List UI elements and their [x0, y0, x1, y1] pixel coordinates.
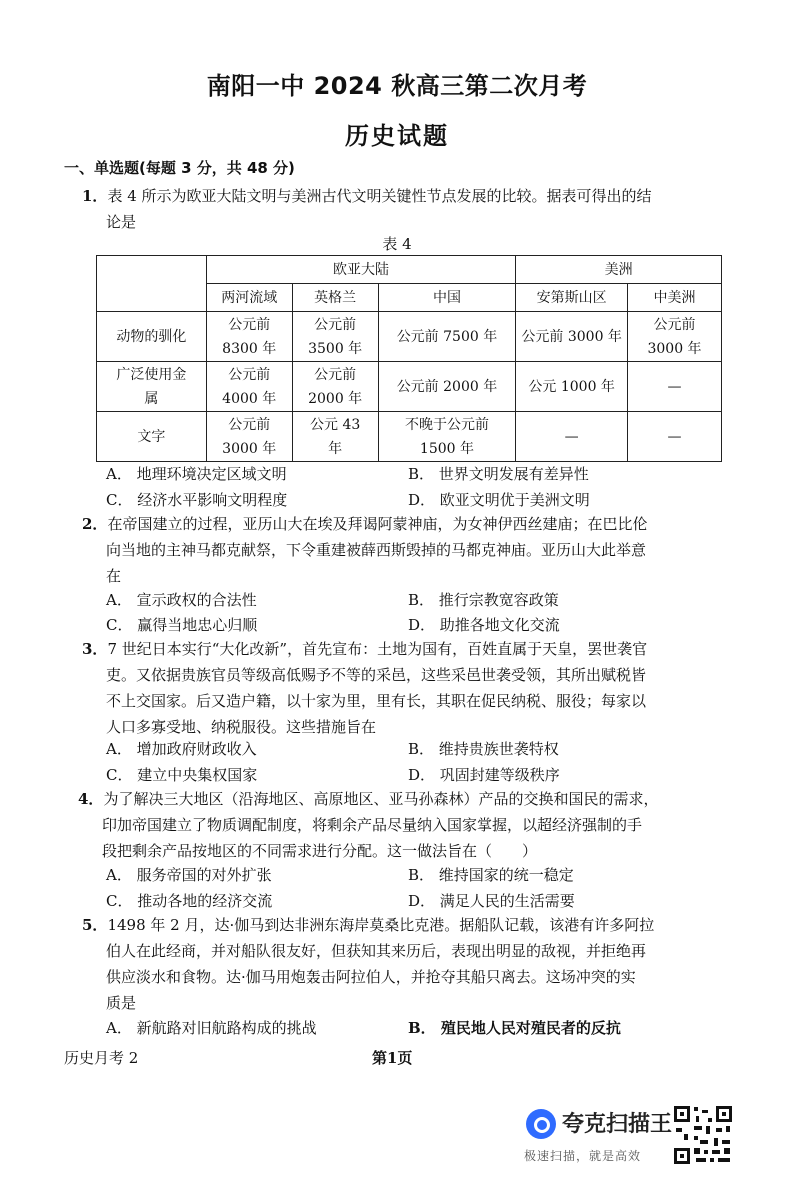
row-label: 广泛使用金属	[97, 362, 207, 412]
question-2	[82, 511, 708, 589]
question-text: 质是	[106, 994, 137, 1012]
question-3	[82, 636, 708, 740]
table-cell: 公元 43 年	[292, 412, 378, 462]
row-label: 文字	[97, 412, 207, 462]
table-cell: 公元前 4000 年	[206, 362, 292, 412]
question-number: 3．	[82, 640, 108, 658]
question-1	[82, 183, 708, 235]
section-heading: 一、单选题(每题 3 分，共 48 分)	[64, 159, 295, 177]
scanner-slogan: 极速扫描，就是高效	[524, 1149, 642, 1163]
table-cell: —	[628, 412, 722, 462]
table-cell: 公元前 3000 年	[516, 312, 628, 362]
scanner-brand: 夸克扫描王	[562, 1112, 673, 1137]
question-text: 吏。又依据贵族官员等级高低赐予不等的采邑，这些采邑世袭受领，其所出赋税皆	[106, 666, 647, 684]
option-a[interactable]: A． 增加政府财政收入	[106, 740, 257, 758]
option-b[interactable]: B． 推行宗教宽容政策	[408, 591, 559, 609]
group-header-eurasia: 欧亚大陆	[206, 256, 516, 284]
option-d[interactable]: D． 满足人民的生活需要	[408, 892, 575, 910]
column-header: 两河流域	[206, 284, 292, 312]
table-cell: 公元前 2000 年	[292, 362, 378, 412]
question-text: 供应淡水和食物。达·伽马用炮轰击阿拉伯人，并抢夺其船只离去。这场冲突的实	[106, 968, 636, 986]
question-text: 向当地的主神马都克献祭，下令重建被薛西斯毁掉的马都克神庙。亚历山大此举意	[106, 541, 647, 559]
group-header-america: 美洲	[516, 256, 722, 284]
table-cell: 公元前 7500 年	[378, 312, 516, 362]
option-b[interactable]: B． 维持国家的统一稳定	[408, 866, 574, 884]
option-a[interactable]: A． 宣示政权的合法性	[106, 591, 257, 609]
column-header: 中国	[378, 284, 516, 312]
table-cell: 公元前 3000 年	[206, 412, 292, 462]
question-number: 5．	[82, 916, 108, 934]
table-corner	[97, 256, 207, 312]
option-d[interactable]: D． 助推各地文化交流	[408, 616, 560, 634]
exam-title: 南阳一中 2024 秋高三第二次月考	[206, 72, 588, 100]
table-cell: 公元前 3500 年	[292, 312, 378, 362]
option-c[interactable]: C． 经济水平影响文明程度	[106, 491, 288, 509]
question-text: 伯人在此经商，并对船队很友好，但获知其来历后，表现出明显的敌视，并拒绝再	[106, 942, 647, 960]
table-cell: —	[628, 362, 722, 412]
row-label: 动物的驯化	[97, 312, 207, 362]
option-d[interactable]: D． 欧亚文明优于美洲文明	[408, 491, 590, 509]
question-text: 7 世纪日本实行“大化改新”，首先宣布：土地为国有，百姓直属于天皇，罢世袭官	[107, 640, 648, 658]
option-d[interactable]: D． 巩固封建等级秩序	[408, 766, 560, 784]
option-c[interactable]: C． 建立中央集权国家	[106, 766, 258, 784]
table-cell: 公元前 3000 年	[628, 312, 722, 362]
scanner-logo-icon	[526, 1109, 556, 1139]
question-number: 2．	[82, 515, 108, 533]
option-b[interactable]: B． 维持贵族世袭特权	[408, 740, 559, 758]
question-text: 在帝国建立的过程，亚历山大在埃及拜谒阿蒙神庙，为女神伊西丝建庙；在巴比伦	[107, 515, 648, 533]
table-cell: 公元前 2000 年	[378, 362, 516, 412]
question-4	[78, 786, 704, 864]
question-text: 不上交国家。后又造户籍，以十家为里，里有长，其职在促民纳税、服役；每家以	[106, 692, 647, 710]
column-header: 中美洲	[628, 284, 722, 312]
table-cell: 公元 1000 年	[516, 362, 628, 412]
option-c[interactable]: C． 推动各地的经济交流	[106, 892, 273, 910]
question-5	[82, 912, 708, 1016]
question-text: 论是	[106, 213, 137, 231]
table-caption: 表 4	[382, 235, 412, 253]
comparison-table	[96, 255, 722, 462]
footer-label: 历史月考 2	[64, 1049, 139, 1067]
option-b[interactable]: B． 世界文明发展有差异性	[408, 465, 589, 483]
option-a[interactable]: A． 新航路对旧航路构成的挑战	[106, 1019, 317, 1037]
option-a[interactable]: A． 地理环境决定区域文明	[106, 465, 287, 483]
table-cell: 公元前 8300 年	[206, 312, 292, 362]
table-cell: —	[516, 412, 628, 462]
question-text: 表 4 所示为欧亚大陆文明与美洲古代文明关键性节点发展的比较。据表可得出的结	[107, 187, 652, 205]
qr-code-icon	[672, 1104, 734, 1166]
column-header: 英格兰	[292, 284, 378, 312]
question-number: 1．	[82, 187, 108, 205]
question-text: 1498 年 2 月，达·伽马到达非洲东海岸莫桑比克港。据船队记载，该港有许多阿拉	[107, 916, 655, 934]
question-number: 4．	[78, 790, 104, 808]
question-text: 印加帝国建立了物质调配制度，将剩余产品尽量纳入国家掌握，以超经济强制的手	[102, 816, 643, 834]
exam-subtitle: 历史试题	[345, 122, 449, 150]
table-row	[97, 412, 722, 462]
table-cell: 不晚于公元前 1500 年	[378, 412, 516, 462]
option-b[interactable]: B． 殖民地人民对殖民者的反抗	[408, 1019, 621, 1037]
column-header: 安第斯山区	[516, 284, 628, 312]
option-c[interactable]: C． 赢得当地忠心归顺	[106, 616, 258, 634]
scanner-watermark	[522, 1103, 672, 1167]
table-row	[97, 312, 722, 362]
question-text: 在	[106, 567, 122, 585]
page-number: 第1页	[372, 1049, 413, 1067]
table-row	[97, 362, 722, 412]
option-a[interactable]: A． 服务帝国的对外扩张	[106, 866, 272, 884]
question-text: 人口多寡受地、纳税服役。这些措施旨在	[106, 718, 377, 736]
question-text: 段把剩余产品按地区的不同需求进行分配。这一做法旨在（ ）	[102, 842, 538, 860]
question-text: 为了解决三大地区（沿海地区、高原地区、亚马孙森林）产品的交换和国民的需求，	[103, 790, 659, 808]
